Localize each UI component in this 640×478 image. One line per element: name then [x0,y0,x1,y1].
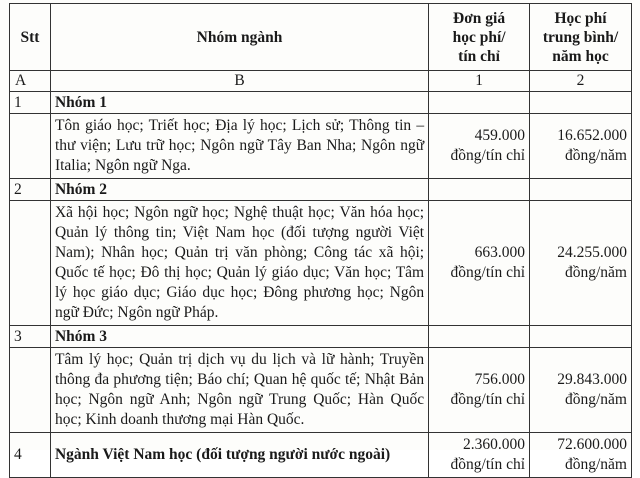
column-letter-stt: A [10,71,51,92]
empty-cell [530,326,632,348]
header-unit-price-line: học phí/ [452,28,506,46]
unit-price-value: 459.000 [474,127,526,144]
avg-fee-unit: đồng/năm [565,147,627,164]
foreign-student-row [10,433,632,478]
avg-fee-value: 24.255.000 [557,244,627,261]
group-majors: Tâm lý học; Quản trị dịch vụ du lịch và lữ hành; Truyền thông đa phương tiện; Báo chí; Quan hệ quốc tế; Nhật Bản học; Ngôn ngữ Anh; Ngôn ngữ Trung Quốc; Hàn Quốc học; Kinh doanh thương mại Hàn Quốc. [50,348,428,433]
unit-price-cell [429,348,530,433]
header-row [10,4,632,71]
avg-fee-value: 16.652.000 [557,127,627,144]
header-group: Nhóm ngành [50,4,428,71]
group-majors-row [10,114,632,179]
avg-fee-unit: đồng/năm [565,456,627,473]
column-letter-unit-price: 1 [429,71,530,92]
column-letter-avg-fee: 2 [530,71,632,92]
empty-cell [10,201,51,326]
empty-cell [530,179,632,201]
avg-fee-cell [530,201,632,326]
unit-price-cell [429,433,530,478]
tuition-fee-table [9,3,632,478]
unit-price-unit: đồng/tín chỉ [450,147,526,164]
group-name: Nhóm 2 [50,179,428,201]
group-stt: 3 [10,326,51,348]
avg-fee-cell [530,348,632,433]
group-name: Nhóm 1 [50,92,428,114]
unit-price-cell [429,114,530,179]
header-avg-fee [530,4,632,71]
group-majors-row [10,348,632,433]
avg-fee-value: 72.600.000 [557,436,627,453]
empty-cell [429,92,530,114]
empty-cell [10,114,51,179]
unit-price-value: 756.000 [474,371,526,388]
empty-cell [429,326,530,348]
group-majors: Tôn giáo học; Triết học; Địa lý học; Lịch sử; Thông tin – thư viện; Lưu trữ học; Ngôn ngữ Tây Ban Nha; Ngôn ngữ Italia; Ngôn ngữ Nga. [50,114,428,179]
empty-cell [530,92,632,114]
group-name: Nhóm 3 [50,326,428,348]
group-majors-row [10,201,632,326]
foreign-row-stt: 4 [10,433,51,478]
header-unit-price-line: tín chỉ [458,47,500,65]
header-unit-price [429,4,530,71]
header-avg-fee-line: Học phí [554,9,607,27]
empty-cell [429,179,530,201]
group-majors: Xã hội học; Ngôn ngữ học; Nghệ thuật học; Văn hóa học; Quản lý thông tin; Việt Nam học (đối tượng người Việt Nam); Nhân học; Quản trị văn phòng; Công tác xã hội; Quốc tế học; Đô thị học; Quản lý giáo dục; Văn học; Tâm lý học giáo dục; Giáo dục học; Đông phương học; Ngôn ngữ Đức; Ngôn ngữ Pháp. [50,201,428,326]
group-title-row [10,179,632,201]
avg-fee-unit: đồng/năm [565,391,627,408]
group-title-row [10,326,632,348]
group-stt: 2 [10,179,51,201]
avg-fee-cell [530,433,632,478]
group-title-row [10,92,632,114]
column-letter-row [10,71,632,92]
unit-price-value: 663.000 [474,244,526,261]
header-avg-fee-line: trung bình/ [542,28,619,46]
header-avg-fee-line: năm học [552,47,609,65]
unit-price-unit: đồng/tín chỉ [450,264,526,281]
unit-price-unit: đồng/tín chỉ [450,391,526,408]
unit-price-unit: đồng/tín chỉ [450,456,526,473]
foreign-row-name: Ngành Việt Nam học (đối tượng người nước ngoài) [50,433,428,478]
column-letter-group: B [50,71,428,92]
group-stt: 1 [10,92,51,114]
avg-fee-cell [530,114,632,179]
avg-fee-unit: đồng/năm [565,264,627,281]
empty-cell [10,348,51,433]
header-unit-price-line: Đơn giá [453,9,506,27]
unit-price-value: 2.360.000 [463,436,526,453]
unit-price-cell [429,201,530,326]
header-stt: Stt [10,4,51,71]
avg-fee-value: 29.843.000 [557,371,627,388]
